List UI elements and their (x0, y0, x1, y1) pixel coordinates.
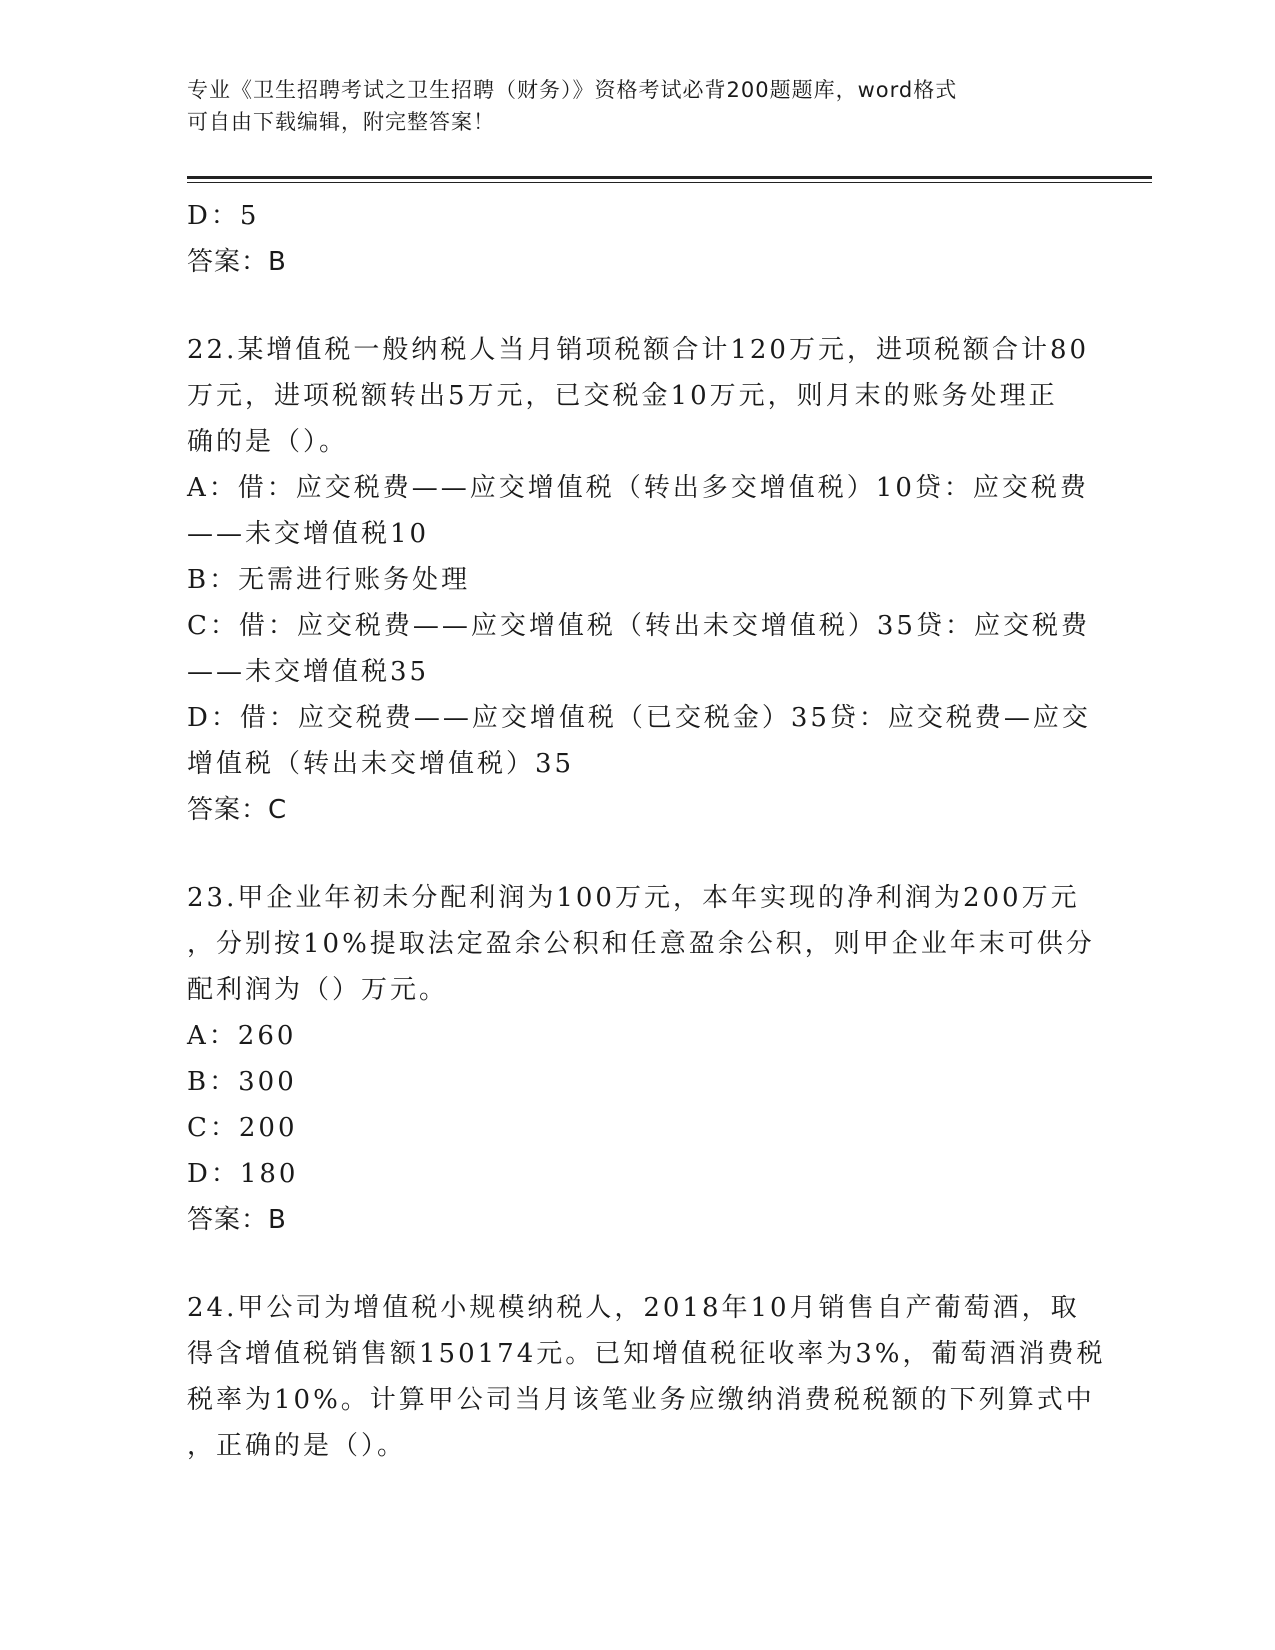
previous-question-tail (187, 193, 1087, 285)
option-b: B：无需进行账务处理 (187, 565, 471, 595)
option-d-continued: 增值税（转出未交增值税）35 (187, 749, 575, 779)
question-stem-line: 确的是（）。 (187, 427, 349, 457)
question-stem-line: 22.某增值税一般纳税人当月销项税额合计120万元，进项税额合计80 (187, 335, 1090, 365)
document-body (187, 193, 1106, 1469)
question-stem-line: ，分别按10%提取法定盈余公积和任意盈余公积，则甲企业年末可供分 (187, 929, 1095, 959)
page-header (187, 74, 1067, 138)
option-d: D：借：应交税费——应交增值税（已交税金）35贷：应交税费—应交 (187, 703, 1091, 733)
header-divider-thin (187, 182, 1152, 183)
option-c: C：借：应交税费——应交增值税（转出未交增值税）35贷：应交税费 (187, 611, 1090, 641)
question-stem-line: 配利润为（）万元。 (187, 975, 449, 1005)
question-23 (187, 875, 1095, 1243)
answer-line: 答案：B (187, 1205, 287, 1235)
question-stem-line: 23.甲企业年初未分配利润为100万元，本年实现的净利润为200万元 (187, 883, 1080, 913)
option-d: D：5 (187, 201, 260, 231)
question-22 (187, 327, 1091, 833)
question-stem-line: 万元，进项税额转出5万元，已交税金10万元，则月末的账务处理正 (187, 381, 1058, 411)
answer-line: 答案：C (187, 795, 288, 825)
option-a: A：260 (187, 1021, 297, 1051)
option-c: C：200 (187, 1113, 298, 1143)
option-b: B：300 (187, 1067, 297, 1097)
option-a: A：借：应交税费——应交增值税（转出多交增值税）10贷：应交税费 (187, 473, 1089, 503)
question-stem-line: 得含增值税销售额150174元。已知增值税征收率为3%，葡萄酒消费税 (187, 1339, 1106, 1369)
header-divider-thick (187, 176, 1152, 179)
question-stem-line: 24.甲公司为增值税小规模纳税人，2018年10月销售自产葡萄酒，取 (187, 1293, 1080, 1323)
option-a-continued: ——未交增值税10 (187, 519, 430, 549)
option-d: D：180 (187, 1159, 299, 1189)
answer-line: 答案：B (187, 247, 287, 277)
question-stem-line: ，正确的是（）。 (187, 1431, 407, 1461)
option-c-continued: ——未交增值税35 (187, 657, 430, 687)
question-24 (187, 1285, 1106, 1469)
question-stem-line: 税率为10%。计算甲公司当月该笔业务应缴纳消费税税额的下列算式中 (187, 1385, 1095, 1415)
header-title-line-2: 可自由下载编辑，附完整答案！ (187, 110, 495, 134)
header-title-line-1: 专业《卫生招聘考试之卫生招聘（财务）》资格考试必背200题题库，word格式 (187, 78, 958, 102)
